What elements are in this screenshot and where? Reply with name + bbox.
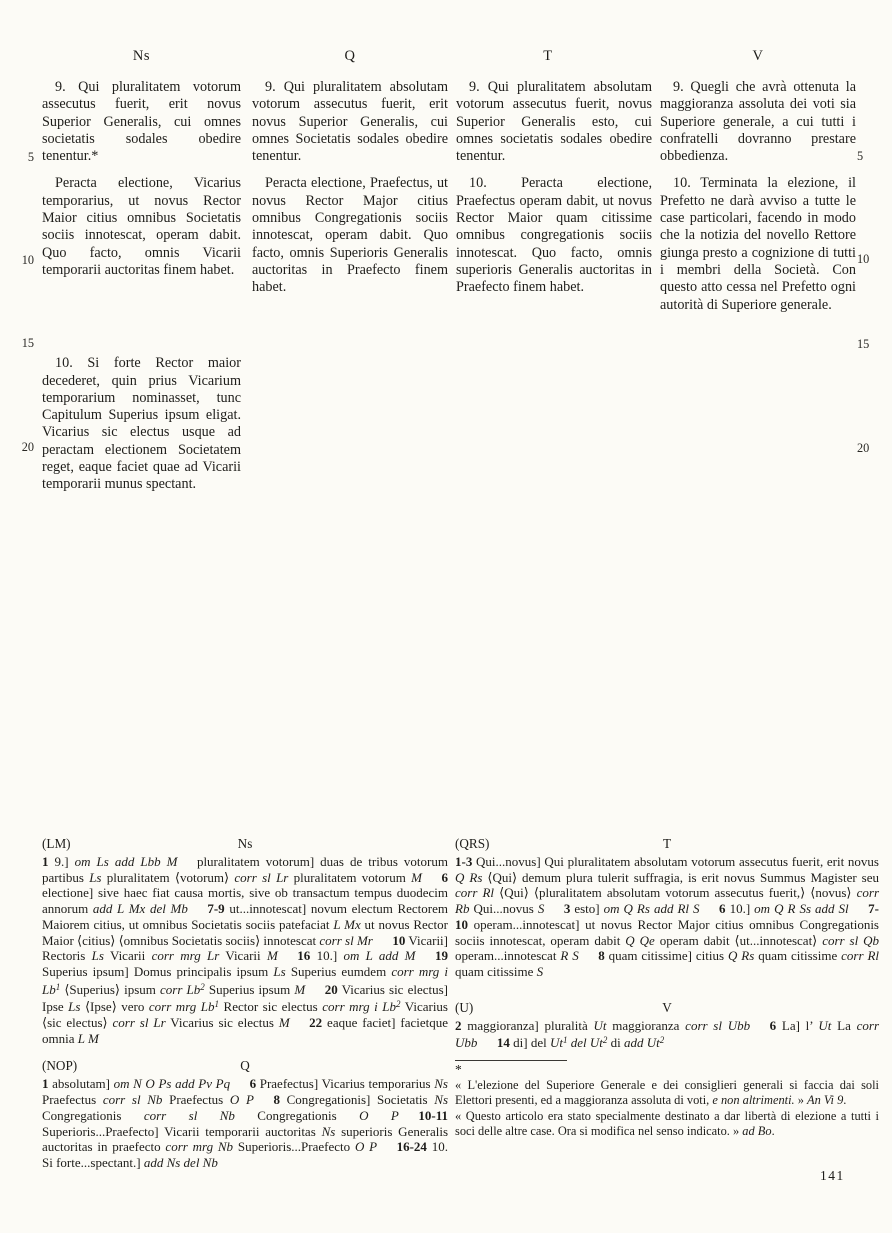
line-number: 5 [857,149,864,163]
apparatus-entries: 1 9.] om Ls add Lbb M pluralitatem votorum] duas de tribus votorum partibus Ls pluralitatem ⟨votorum⟩ corr sl Lr pluralitatem votorum M 6 electione] sive haec fiat causa mortis, sive ob transactum tempus duodecim annorum add L Mx del Mb 7-9 ut...innotescat] novum electum Rectorem Maiorem citius, ut omnibus Societatis sociis patefaciat L Mx ut novus Rector Maior ⟨citius⟩ ⟨omnibus Societatis sociis⟩ innotescat corr sl Mr 10 Vicarii] Rectoris Ls Vicarii corr mrg Lr Vicarii M 16 10.] om L add M 19 Superius ipsum] Domus principalis ipsum Ls Superius eumdem corr mrg i Lb$^1$ ⟨Superius⟩ ipsum corr Lb$^2$ Superius ipsum M 20 Vicarius sic electus] Ipse Ls ⟨Ipse⟩ vero corr mrg Lb$^1$ Rector sic electus corr mrg i Lb$^2$ Vicarius ⟨sic electus⟩ corr sl Lr Vicarius sic electus M 22 eaque faciet] facietque omnia L M [42,854,449,1046]
line-number: 10 [857,252,870,266]
apparatus-label: (QRS) [455,836,490,851]
paragraph-ns-10: 10. Si forte Rector maior decederet, quin prius Vicarium temporarium nominasset, tunc Capitulum Superius ipsum eligat. Vicarius sic electus usque ad peractam electionem Societatem reget, eaque faciet quae ad Vicarii temporarii munus spectant. [42,355,241,493]
text-column-v [660,79,856,314]
apparatus-column-right [455,836,879,1139]
footnote-marker: * [455,1062,462,1078]
paragraph-q-peracta: Peracta electione, Praefectus, ut novus Rector Major citius omnibus Congregationis sociis innotescat, operam dabit. Quo facto, omnis Superioris Generalis auctoritas in Praefecto finem habet. [252,175,448,296]
apparatus-section-u [455,1000,879,1051]
footnote-rule [455,1060,567,1061]
paragraph-q-9: 9. Qui pluralitatem absolutam votorum assecutus fuerit, erit novus Superior Generalis, cui omnes Societatis sodales obedire tenentur. [252,79,448,165]
line-number: 5 [27,150,34,164]
apparatus-label: (U) [455,999,474,1015]
apparatus-siglum: V [662,999,672,1015]
line-number: 15 [21,336,34,350]
column-header-t: T [543,48,553,64]
paragraph-ns-peracta: Peracta electione, Vicarius temporarius, ut novus Rector Maior citius omnibus Societatis sociis innotescat, operam dabit. Quo facto, omnis Vicarii temporarii auctoritas finem habet. [42,175,241,278]
apparatus-entries: 2 maggioranza] pluralità Ut maggioranza corr sl Ubb 6 La] l’ Ut La corr Ubb 14 di] del Ut$^1$ del Ut$^2$ di add Ut$^2$ [455,1017,879,1051]
apparatus-siglum: Ns [237,836,253,851]
apparatus-column-left [42,836,448,1171]
footnote-articolo: « Questo articolo era stato specialmente destinato a dar libertà di elezione a tutti i soci delle altre case. Ora si modifica nel senso indicato. » ad Bo. [455,1109,879,1139]
line-number: 20 [21,440,34,454]
apparatus-section-qrs [455,836,879,980]
page-number: 141 [820,1168,845,1183]
apparatus-label: (LM) [42,836,71,851]
column-header-v: V [752,48,764,64]
apparatus-siglum: Q [240,1058,250,1074]
apparatus-entries: 1-3 Qui...novus] Qui pluralitatem absolutam votorum assecutus fuerit, erit novus Q Rs ⟨Qui⟩ demum plura tulerit suffragia, is erit novus Summus Magister seu corr Rl ⟨Qui⟩ ⟨pluralitatem absolutam votorum assecutus fuerit,⟩ ⟨novus⟩ corr Rb Qui...novus S 3 esto] om Q Rs add Rl S 6 10.] om Q R Ss add Sl 7-10 operam...innotescat] ut novus Rector Major citius omnibus Congregationis sociis innotescat, operam dabit Q Qe operam dabit ⟨ut...innotescat⟩ corr sl Qb operam...innotescat R S 8 quam citissime] citius Q Rs quam citissime corr Rl quam citissime S [455,854,880,979]
paragraph-v-9: 9. Quegli che avrà ottenuta la maggioranza assoluta dei voti sia Superiore generale, a cui tutti i confratelli dovranno prestare obbedienza. [660,79,856,165]
text-column-t [456,79,652,297]
text-column-q [252,79,448,297]
line-number: 10 [21,253,34,267]
apparatus-header [455,836,879,852]
column-header-ns: Ns [132,48,151,64]
paragraph-v-10: 10. Terminata la elezione, il Prefetto ne darà avviso a tutte le case particolari, facendo in modo che la notizia del novello Rettore giunga presto a cognizione di tutti i membri della Società. Con questo atto cessa nel Prefetto ogni autorità di Superiore generale. [660,175,856,313]
apparatus-label: (NOP) [42,1058,78,1074]
apparatus-header [42,836,448,852]
column-header-q: Q [344,48,356,64]
apparatus-section-lm [42,836,448,1046]
apparatus-siglum: T [662,836,672,851]
paragraph-t-9: 9. Qui pluralitatem absolutam votorum assecutus fuerit, novus Superior Generalis esto, cui omnes societatis sodales obedire tenentur. [456,79,652,165]
paragraph-ns-9: 9. Qui pluralitatem votorum assecutus fuerit, erit novus Superior Generalis, cui omnes societatis sodales obedire tenentur.* [42,79,241,165]
apparatus-header [455,1000,879,1016]
footnote-elezione: « L'elezione del Superiore Generale e dei consiglieri generali si faccia dai soli Elettori presenti, ed a maggioranza assoluta di voti, e non altrimenti. » An Vi 9. [455,1078,879,1107]
apparatus-section-nop [42,1058,448,1170]
line-number: 20 [857,441,870,455]
line-number: 15 [857,337,870,351]
apparatus-header [42,1058,448,1074]
text-column-ns [42,79,241,494]
apparatus-entries: 1 absolutam] om N O Ps add Pv Pq 6 Praefectus] Vicarius temporarius Ns Praefectus corr sl Nb Praefectus O P 8 Congregationis] Societatis Ns Congregationis corr sl Nb Congregationis O P 10-11 Superioris...Praefecto] Vicarii temporarii auctoritas Ns superioris Generalis auctoritas in praefecto corr mrg Nb Superioris...Praefecto O P 16-24 10. Si forte...spectant.] add Ns del Nb [42,1076,449,1170]
paragraph-t-10: 10. Peracta electione, Praefectus operam dabit, ut novus Rector Maior quam citissime omnibus congregationis sociis innotescat. Quo facto, omnis superioris Generalis auctoritas in Praefecto finem habet. [456,175,652,296]
